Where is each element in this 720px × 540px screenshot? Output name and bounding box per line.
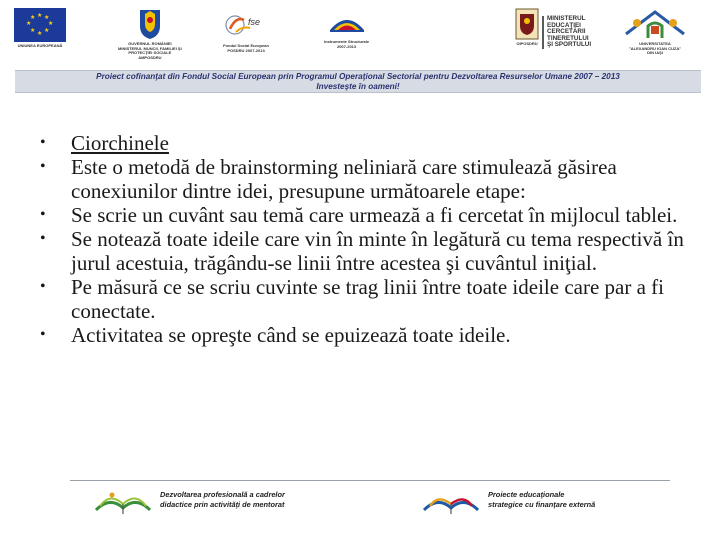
footer-left-project <box>92 486 285 516</box>
logo-caption: GUVERNUL ROMÂNIEI MINISTERUL MUNCII, FAMILIEI ŞI PROTECŢIEI SOCIALE AMPOSDRU <box>118 41 182 60</box>
cofinancing-banner <box>15 70 701 93</box>
partner-logos <box>0 0 720 62</box>
ministry-crest-logo <box>515 8 539 47</box>
svg-text:fse: fse <box>248 17 261 27</box>
logo-caption: Instrumente Structurale 2007-2013 <box>324 39 370 49</box>
list-item: • Se notează toate ideile care vin în minte în legătură cu tema respectivă în jurul acestuia, trăgându-se linii între acestea şi cuvântul iniţial. <box>40 227 690 275</box>
footer-right-text: Proiecte educaţionale strategice cu finanţare externă <box>488 490 596 509</box>
ministry-name-logo <box>542 14 591 49</box>
logo-caption: UNIVERSITATEA "ALEXANDRU IOAN CUZA" DIN IAŞI <box>628 41 682 56</box>
romania-crest-icon <box>137 8 163 40</box>
fse-logo <box>222 8 270 53</box>
romania-government-logo <box>118 8 182 60</box>
footer-divider <box>70 480 670 481</box>
logo-caption: OIPOSDRU <box>516 41 538 46</box>
footer-right-project <box>420 486 595 516</box>
logo-caption: Fondul Social European POSDRU 2007-2013 <box>223 43 269 53</box>
footer-left-text: Dezvoltarea profesională a cadrelor didactice prin activităţi de mentorat <box>160 490 285 509</box>
banner-line-2: Investeşte în oameni! <box>316 81 400 91</box>
university-logo-icon <box>620 8 690 40</box>
bullet-list <box>40 131 690 347</box>
list-item: • Este o metodă de brainstorming neliniară care stimulează găsirea conexiunilor dintre idei, presupune următoarele etape: <box>40 155 690 203</box>
ciorchinele-link[interactable]: Ciorchinele <box>71 131 169 155</box>
open-book-icon <box>92 486 154 516</box>
ministry-name-icon: MINISTERUL EDUCAŢIEI CERCETĂRII TINERETULUI ŞI SPORTULUI <box>542 16 591 49</box>
list-item: • Activitatea se opreşte când se epuizează toate ideile. <box>40 323 690 347</box>
eu-flag-icon: ★ ★ ★ ★ ★ ★ ★ ★ <box>14 8 66 42</box>
banner-line-1: Proiect cofinanţat din Fondul Social European prin Programul Operaţional Sectorial pentru Dezvoltarea Resurselor Umane 2007 – 2013 <box>96 72 620 81</box>
logo-caption: UNIUNEA EUROPEANĂ <box>17 43 63 48</box>
list-item: • Pe măsură ce se scriu cuvinte se trag linii între toate ideile care par a fi conectate. <box>40 275 690 323</box>
list-item[interactable] <box>40 131 690 155</box>
open-book-colorful-icon <box>420 486 482 516</box>
eu-logo <box>14 8 66 49</box>
university-logo <box>620 8 690 56</box>
fse-logo-icon <box>222 8 270 42</box>
list-item: • Se scrie un cuvânt sau temă care urmează a fi cercetat în mijlocul tablei. <box>40 203 690 227</box>
structural-instruments-icon <box>326 8 368 38</box>
ministry-crest-icon <box>515 8 539 40</box>
slide-body <box>40 131 690 347</box>
structural-instruments-logo <box>324 8 369 49</box>
